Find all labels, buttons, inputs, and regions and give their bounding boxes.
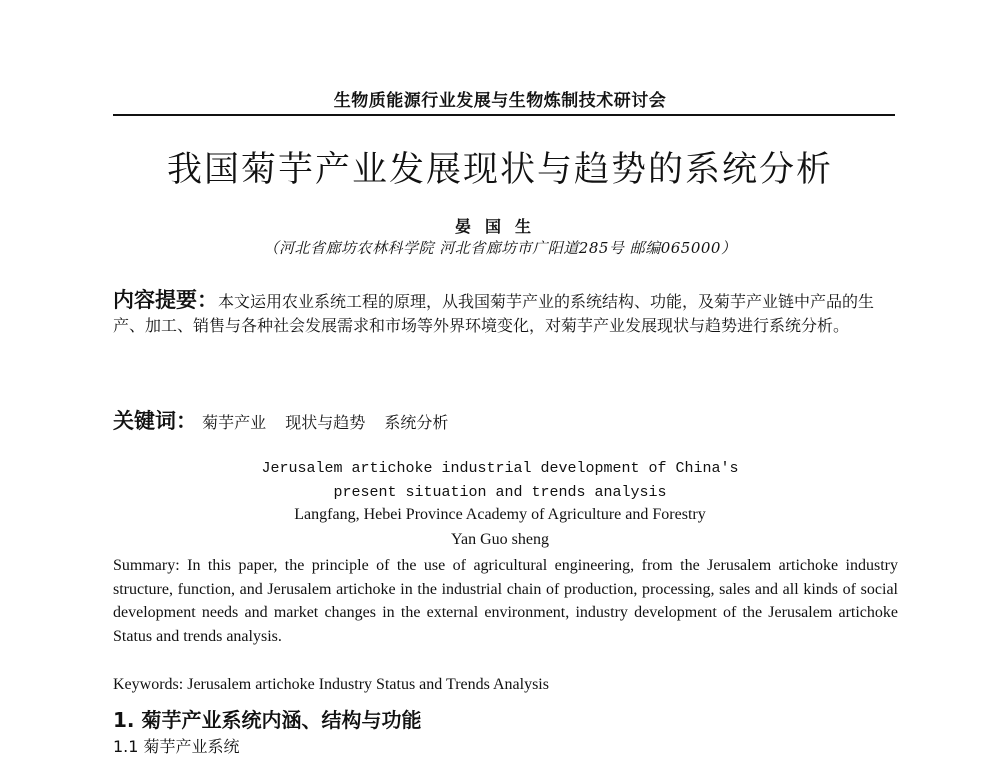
english-summary-text: In this paper, the principle of the use of agricultural engineering, from the Jerusalem artichoke industry structure, function, and Jerusalem artichoke in the industrial chain of production, processing, sales and all kinds of social development needs and market changes in the external environment, industry development of the Jerusalem artichoke Status and trends analysis. — [113, 557, 899, 645]
english-title-line2: present situation and trends analysis — [333, 484, 667, 501]
english-affiliation: Langfang, Hebei Province Academy of Agriculture and Forestry — [294, 506, 706, 523]
keywords-zh-label: 关键词： — [113, 409, 197, 433]
conference-header: 生物质能源行业发展与生物炼制技术研讨会 — [333, 91, 667, 111]
english-keywords-text: Jerusalem artichoke Industry Status and Trends Analysis — [187, 676, 549, 693]
author-affiliation: （河北省廊坊农林科学院 河北省廊坊市广阳道285号 邮编065000） — [263, 239, 737, 257]
keyword-zh-item: 系统分析 — [384, 413, 449, 432]
section-heading-1: 1. 菊芋产业系统内涵、结构与功能 — [113, 708, 422, 732]
section-heading-1-1: 1.1 菊芋产业系统 — [113, 737, 240, 756]
author-name: 晏国生 — [454, 217, 545, 236]
abstract-zh-label: 内容提要： — [113, 288, 218, 312]
keywords-zh — [113, 405, 898, 435]
english-keywords-label: Keywords: — [113, 676, 184, 693]
english-author: Yan Guo sheng — [451, 531, 549, 548]
keyword-zh-item: 现状与趋势 — [285, 413, 366, 432]
abstract-zh — [113, 288, 898, 338]
english-title-line1: Jerusalem artichoke industrial development of China's — [261, 460, 739, 477]
english-summary-label: Summary: — [113, 557, 180, 574]
paper-title: 我国菊芋产业发展现状与趋势的系统分析 — [166, 150, 833, 190]
abstract-zh-text: 本文运用农业系统工程的原理，从我国菊芋产业的系统结构、功能，及菊芋产业链中产品的生产、加工、销售与各种社会发展需求和市场等外界环境变化，对菊芋产业发展现状与趋势进行系统分析。 — [113, 292, 875, 335]
english-keywords — [113, 676, 898, 694]
keyword-zh-item: 菊芋产业 — [202, 413, 267, 432]
header-rule — [113, 114, 895, 116]
english-summary — [113, 554, 898, 648]
